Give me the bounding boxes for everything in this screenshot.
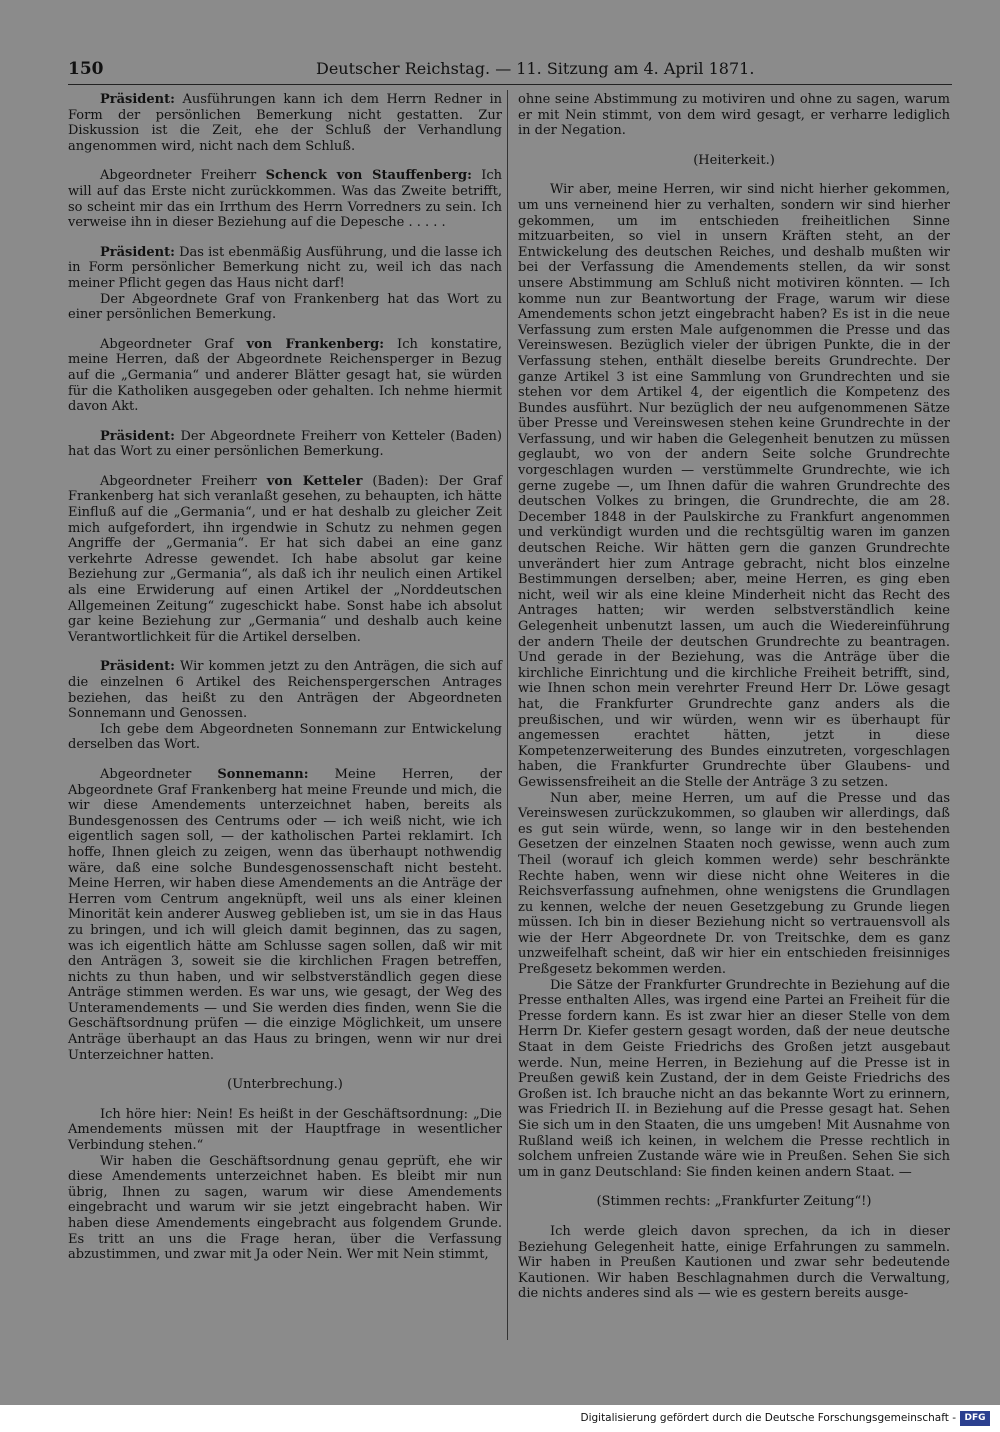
paragraph [68,92,502,154]
paragraph-text: Wir aber, meine Herren, wir sind nicht hierher gekommen, um uns verneinend hier zu verhalten, sondern wir sind hierher gekommen, um im entschieden freiheitlichen Sinne mitzuarbeiten, so viel in unsern Kräften steht, an der Entwickelung des deutschen Reiches, und deshalb mußten wir bei der Verfassung die Amendements stellen, da wir sonst unsere Abstimmung am Schluß nicht motiviren könnten. — Ich komme nun zur Beantwortung der Frage, warum wir diese Amendements schon jetzt eingebracht haben? Es ist in die neue Verfassung zum ersten Male aufgenommen die Presse und das Vereinswesen. Bezüglich vieler der übrigen Punkte, die in der Verfassung stehen, enthält dieselbe bereits Grundrechte. Der ganze Artikel 3 ist eine Sammlung von Grundrechten und sie stehen vor dem Artikel 4, der eigentlich die Kompetenz des Bundes ausführt. Nur bezüglich der neu aufgenommenen Sätze über Presse und Vereinswesen stehen keine Grundrechte in der Verfassung, und wir haben die Gelegenheit benutzen zu müssen geglaubt, wo von der andern Seite solche Grundrechte vorgeschlagen wurden — verstümmelte Grundrechte, wie ich gerne zugebe —, um Ihnen dafür die wahren Grundrechte des deutschen Volkes zu bringen, die Grundrechte, die am 28. December 1848 in der Paulskirche zu Frankfurt angenommen und verkündigt wurden und die rechtsgültig waren im ganzen deutschen Reiche. Wir hätten gern die ganzen Grundrechte unverändert hier zum Antrage gebracht, nicht blos einzelne Bestimmungen derselben; aber, meine Herren, es ging eben nicht, weil wir als eine kleine Minderheit nicht das Recht des Antrages hatten; wir werden selbstverständlich keine Gelegenheit unbenutzt lassen, um auch die Wiedereinführung der andern Theile der deutschen Grundrechte zu beantragen. Und gerade in der Beziehung, was die Anträge über die kirchliche Einrichtung und die kirchliche Freiheit betrifft, sind, wie Ihnen schon mein verehrter Freund Herr Dr. Löwe gesagt hat, die Frankfurter Grundrechte ganz anders als die preußischen, und wir würden, wenn wir es überhaupt für angemessen erachtet hätten, jetzt in diese Kompetenzerweiterung des Bundes einzutreten, vorgeschlagen haben, die Frankfurter Grundrechte über Glaubens- und Gewissensfreiheit an die Stelle der Anträge 3 zu setzen. [518,182,950,790]
paragraph-text: Ich konstatire, meine Herren, daß der Abgeordnete Reichensperger in Bezug auf die „Germania“ und anderer Blätter gesagt hat, sie würden für die Katholiken ausgegeben oder gehalten. Ich nehme hiermit davon Akt. [68,336,502,415]
paragraph-text: Ich werde gleich davon sprechen, da ich in dieser Beziehung Gelegenheit hatte, einige Erfahrungen zu sammeln. Wir haben in Preußen Kautionen und zwar sehr bedeutende Kautionen. Wir haben Beschlagnahmen durch die Verwaltung, die nichts anderes sind als — wie es gestern bereits ausge- [518,1223,950,1302]
speaker-name: Präsident: [100,92,175,107]
stage-direction: (Heiterkeit.) [693,152,775,168]
speaker-name: von Ketteler [266,473,363,489]
paragraph [68,1154,502,1263]
speaker-name: Präsident: [100,428,175,444]
speaker-name: Präsident: [100,244,175,260]
paragraph [518,182,950,790]
speaker-prefix: Abgeordneter Freiherr [100,168,266,184]
speaker-name: Präsident: [100,659,175,675]
paragraph-text: Das ist ebenmäßig Ausführung, und die lasse ich in Form persönlicher Bemerkung nicht zu, weil ich das nach meiner Pflicht gegen das Haus nicht darf! [68,244,502,291]
page-header [68,55,952,85]
paragraph [518,1224,950,1302]
paragraph-text: Die Sätze der Frankfurter Grundrechte in Beziehung auf die Presse enthalten Alles, was irgend eine Partei an Freiheit für die Presse fordern kann. Es ist zwar hier an dieser Stelle von dem Herrn Dr. Kiefer gestern gesagt worden, daß der neue deutsche Staat in dem Geiste Friedrichs des Großen jetzt ausgebaut werde. Nun, meine Herren, in Beziehung auf die Presse ist in Preußen gewiß kein Zustand, der in dem Geiste Friedrichs des Großen ist. Ich brauche nicht an das bekannte Wort zu erinnern, was Friedrich II. in Beziehung auf die Presse gesagt hat. Sehen Sie sich um in den Staaten, die uns umgeben! Mit Ausnahme von Rußland weiß ich keinen, in welchem die Presse rechtlich in solchem unfreien Zustande wäre wie in Preußen. Sehen Sie sich um in ganz Deutschland: Sie finden keinen andern Staat. — [518,977,950,1180]
paragraph-text: ohne seine Abstimmung zu motiviren und ohne zu sagen, warum er mit Nein stimmt, von dem wird gesagt, er verharre lediglich in der Negation. [518,92,950,139]
paragraph-text: Ausführungen kann ich dem Herrn Redner in Form der persönlichen Bemerkung nicht gestatten. Zur Diskussion ist die Zeit, ehe der Schluß der Verhandlung angenommen wird, nicht nach dem Schluß. [68,92,502,154]
speaker-prefix: Abgeordneter [100,766,218,782]
paragraph [68,659,502,721]
footer-bar [0,1405,1000,1432]
paragraph-text: Der Abgeordnete Freiherr von Ketteler (Baden) hat das Wort zu einer persönlichen Bemerkung. [68,428,502,460]
header-rule [68,84,952,85]
paragraph [68,337,502,415]
speaker-prefix: Abgeordneter Freiherr [100,473,267,489]
page-title: Deutscher Reichstag. — 11. Sitzung am 4. April 1871. [316,59,755,78]
dfg-logo: DFG [960,1411,990,1426]
paragraph-text: Ich will auf das Erste nicht zurückkommen. Was das Zweite betrifft, so scheint mir das ein Irrthum des Herrn Vorredners zu sein. Ich verweise ihn in dieser Beziehung auf die Depesche . . . . . [68,168,503,231]
column-divider [507,90,508,1340]
paragraph-text: Wir kommen jetzt zu den Anträgen, die sich auf die einzelnen 6 Artikel des Reichenspergerschen Antrages beziehen, das heißt zu den Anträgen der Abgeordneten Sonnemann und Genossen. [68,659,502,722]
paragraph-text: Ich gebe dem Abgeordneten Sonnemann zur Entwickelung derselben das Wort. [68,721,502,753]
paragraph [68,767,502,1063]
paragraph [518,978,950,1181]
paragraph [518,791,950,978]
speaker-name: von Frankenberg: [246,336,385,352]
paragraph [68,474,502,646]
paragraph [68,1107,502,1154]
paragraph-text: Ich höre hier: Nein! Es heißt in der Geschäftsordnung: „Die Amendements müssen mit der Hauptfrage in wesentlicher Verbindung stehen.“ [68,1106,502,1154]
speaker-prefix: Abgeordneter Graf [100,336,247,352]
right-column [518,92,950,1302]
stage-direction: (Unterbrechung.) [227,1077,343,1093]
paragraph [68,722,502,753]
speaker-name: Sonnemann: [217,766,309,782]
paragraph-text: Nun aber, meine Herren, um auf die Presse und das Vereinswesen zurückzukommen, so glauben wir allerdings, daß es gut sein würde, wenn, so lange wir in den bestehenden Gesetzen der einzelnen Staaten noch gewisse, wenn auch zum Theil (worauf ich gleich kommen werde) sehr beschränkte Rechte haben, wenn wir diese nicht ohne Weiteres in die Reichsverfassung aufnehmen, ohne wenigstens die Grundlagen zu kennen, welche der neuen Gesetzgebung zu Grunde liegen müssen. Ich bin in dieser Beziehung nicht so vertrauensvoll als wie der Herr Abgeordnete Dr. von Treitschke, dem es ganz unzweifelhaft scheint, daß wir hier ein entschieden freisinniges Preßgesetz bekommen werden. [518,790,950,978]
stage-direction: (Stimmen rechts: „Frankfurter Zeitung“!) [596,1194,872,1210]
paragraph-text: Meine Herren, der Abgeordnete Graf Frankenberg hat meine Freunde und mich, die wir diese Amendements unterzeichnet haben, bereits als Bundesgenossen des Centrums oder — ich weiß nicht, wie ich eigentlich sagen soll, — der katholischen Partei reklamirt. Ich hoffe, Ihnen gleich zu zeigen, wenn das überhaupt nothwendig wäre, daß eine solche Bundesgenossenschaft nicht besteht. Meine Herren, wir haben diese Amendements an die Anträge der Herren vom Centrum angeknüpft, weil uns als einer kleinen Minorität kein anderer Ausweg geblieben ist, um sie in das Haus zu bringen, und ich will gleich damit beginnen, das zu sagen, was ich eigentlich hätte am Schlusse sagen sollen, daß wir mit den Anträgen 3, soweit sie die kirchlichen Fragen betreffen, nichts zu thun haben, und wir selbstverständlich gegen diese Anträge stimmen werden. Es war uns, wie gesagt, der Weg des Unteramendements — und Sie werden dies finden, wenn Sie die Geschäftsordnung prüfen — die einzige Möglichkeit, um unsere Anträge überhaupt an das Haus zu bringen, wenn wir nur drei Unterzeichner hatten. [68,766,502,1063]
paragraph-text: Wir haben die Geschäftsordnung genau geprüft, ehe wir diese Amendements unterzeichnet haben. Es bleibt mir nun übrig, Ihnen zu sagen, warum wir diese Amendements eingebracht und warum wir sie jetzt eingebracht haben. Wir haben diese Amendements eingebracht aus folgendem Grunde. Es tritt an uns die Frage heran, über die Verfassung abzustimmen, und zwar mit Ja oder Nein. Wer mit Nein stimmt, [68,1153,502,1263]
paragraph [68,168,502,230]
funding-note: Digitalisierung gefördert durch die Deutsche Forschungsgemeinschaft - [580,1412,956,1424]
paragraph-text: (Baden): Der Graf Frankenberg hat sich veranlaßt gesehen, zu behaupten, ich hätte Einfluß auf die „Germania“, und er hat deshalb zu gleicher Zeit mich aufgefordert, ihn irgendwie in Schutz zu nehmen gegen Angriffe der „Germania“. Er hat sich dabei an eine ganz verkehrte Adresse gewendet. Ich habe absolut gar keine Beziehung zur „Germania“, als daß ich ihr neulich einen Artikel als eine Erwiderung auf einen Artikel der „Norddeutschen Allgemeinen Zeitung“ zugeschickt habe. Sonst habe ich absolut gar keine Beziehung zur „Germania“ und deshalb auch keine Verantwortlichkeit für die Artikel derselben. [68,473,503,645]
page-number: 150 [68,59,104,79]
paragraph [68,292,502,323]
paragraph [518,92,950,139]
left-column [68,92,502,1263]
paragraph [68,429,502,460]
speaker-name: Schenck von Stauffenberg: [265,168,472,184]
paragraph [68,245,502,292]
paragraph-text: Der Abgeordnete Graf von Frankenberg hat das Wort zu einer persönlichen Bemerkung. [68,291,502,323]
